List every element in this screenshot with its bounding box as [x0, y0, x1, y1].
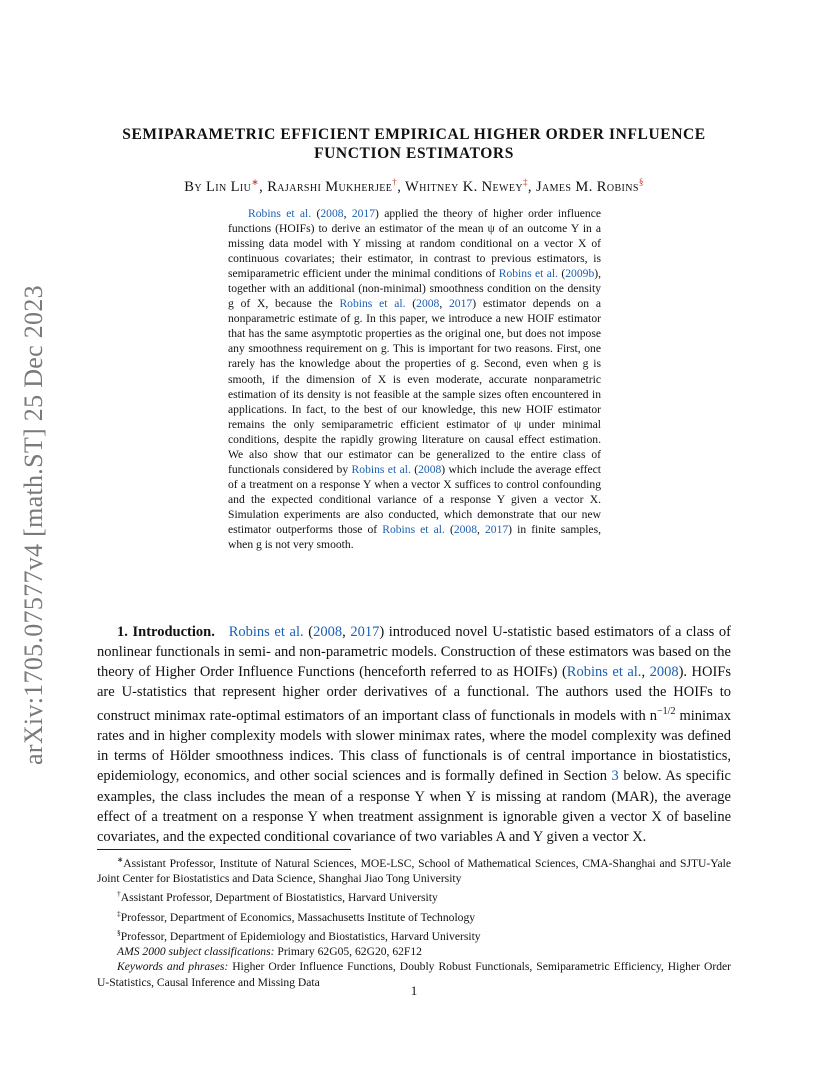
intro-text: ). HOIFs are U-statistics that represent higher order derivatives of a functional. The authors used the HOIFs to construct minimax rate-optimal estimators of an important class of functionals in models with n	[97, 664, 731, 725]
ams-classification	[97, 944, 731, 959]
abstract-text: ), together with an additional (non-minimal) smoothness condition on the density g of X, because the	[228, 267, 601, 311]
abstract-text: (	[405, 297, 417, 311]
citation-link[interactable]: Robins et al.	[339, 297, 406, 311]
citation-link[interactable]: 2008	[416, 297, 440, 311]
arxiv-identifier-stamp	[14, 270, 54, 780]
footnote-divider	[97, 849, 351, 850]
citation-link[interactable]: Robins et al.	[566, 664, 642, 681]
author-3: Whitney K. Newey	[405, 178, 523, 195]
footnote-2-text: Assistant Professor, Department of Biostatistics, Harvard University	[120, 891, 438, 905]
citation-link[interactable]: Robins et al.	[382, 522, 445, 536]
abstract-text: ,	[477, 522, 485, 536]
abstract-text: ) estimator depends on a nonparametric estimate of g. In this paper, we introduce a new HOIF estimator that has the same asymptotic properties as the original one, but does not impose any smoothness requirement on g. This is important for two reasons. First, one rarely has the knowledge about the properties of g. Second, even when g is smooth, if the dimension of X is even moderate, accurate nonparametric estimation of its density is not feasible at the sample sizes often encountered in applications. In fact, to the best of our knowledge, this new HOIF estimator remains the only semiparametric efficient estimator of ψ under minimal conditions, despite the rapidly growing literature on causal effect estimation. We also show that our estimator can be generalized to the entire class of functionals considered by	[228, 297, 602, 476]
keywords-label: Keywords and phrases:	[117, 960, 229, 974]
keywords-text: Higher Order Influence Functions, Doubly Robust Functionals, Semiparametric Efficiency, Higher Order U-Statistics, Causal Inference and Missing Data	[97, 960, 731, 989]
intro-text: minimax rates and in higher complexity models with slower minimax rates, where the model complexity was defined in terms of Hölder smoothness indices. This class of functionals is of central importance in biostatistics, epidemiology, economics, and other social sciences and is formally defined in Section	[97, 708, 731, 785]
footnote-1-text: Assistant Professor, Institute of Natural Sciences, MOE-LSC, School of Mathematical Sciences, CMA-Shanghai and SJTU-Yale Joint Center for Biostatistics and Data Science, Shanghai Jiao Tong University	[97, 856, 731, 886]
author-4-footnote-link[interactable]: §	[638, 177, 644, 187]
citation-link[interactable]: Robins et al.	[351, 462, 411, 476]
intro-text: below. As specific examples, the class includes the mean of a response Y when Y is missing at random (MAR), the average effect of a treatment on a response Y when treatment assignment is ignorable given a vector X of baseline covariates, and the expected conditional covariance of two variables A and Y given a vector X.	[97, 768, 731, 845]
by-label: By	[184, 178, 206, 195]
citation-link[interactable]: Robins et al.	[228, 624, 304, 640]
abstract-text: (	[311, 207, 321, 220]
author-separator: ,	[527, 178, 536, 195]
footnote-3-mark: ‡	[117, 908, 121, 918]
citation-link[interactable]: Robins et al.	[248, 207, 312, 220]
abstract	[228, 206, 601, 552]
abstract-text: (	[444, 522, 454, 536]
citation-link[interactable]: 2017	[350, 624, 380, 640]
author-separator: ,	[397, 178, 405, 195]
ams-label: AMS 2000 subject classifications:	[117, 944, 275, 958]
author-1-footnote-link[interactable]: ∗	[251, 177, 260, 187]
author-2-footnote-link[interactable]: †	[392, 177, 398, 187]
paper-title	[97, 125, 731, 163]
citation-link[interactable]: 2017	[351, 207, 375, 220]
citation-link[interactable]: 2008	[649, 664, 679, 681]
author-2: Rajarshi Mukherjee	[267, 178, 393, 195]
citation-link[interactable]: 2017	[484, 522, 509, 536]
citation-link[interactable]: 2008	[313, 624, 343, 640]
citation-link[interactable]: 2008	[453, 522, 477, 536]
page-number: 1	[410, 983, 418, 998]
intro-text: ) introduced novel U-statistic based estimators of a class of nonlinear functionals in semi- and non-parametric models. Construction of these estimators was based on the theory of Higher Order Influence Functions (henceforth referred to as HOIFs) (	[97, 624, 731, 681]
footnote-1-mark: ∗	[117, 855, 124, 864]
author-1: Lin Liu	[205, 178, 252, 195]
footnote-4-mark: §	[117, 927, 121, 937]
ams-codes: Primary 62G05, 62G20, 62F12	[274, 944, 422, 958]
abstract-text: ,	[343, 207, 352, 220]
footnote-2-mark: †	[117, 889, 121, 899]
footnote-4-text: Professor, Department of Epidemiology and Biostatistics, Harvard University	[120, 929, 481, 943]
footnote-1	[97, 852, 731, 886]
intro-text: ,	[641, 664, 650, 681]
section-reference-link[interactable]: 3	[611, 768, 619, 785]
rate-exponent: −1/2	[657, 706, 676, 718]
author-separator: ,	[259, 178, 268, 195]
title-line-2: FUNCTION ESTIMATORS	[314, 145, 514, 162]
footnote-4	[97, 925, 731, 944]
introduction-section	[97, 622, 731, 847]
arxiv-identifier-text: arXiv:1705.07577v4 [math.ST] 25 Dec 2023	[19, 285, 48, 765]
citation-link[interactable]: 2008	[418, 462, 442, 476]
footnote-2	[97, 886, 731, 905]
abstract-text: ) in finite samples, when g is not very smooth.	[228, 522, 601, 552]
title-line-1: SEMIPARAMETRIC EFFICIENT EMPIRICAL HIGHER ORDER INFLUENCE	[122, 126, 706, 143]
abstract-text: (	[410, 462, 419, 476]
abstract-text: ) applied the theory of higher order influence functions (HOIFs) to derive an estimator of the mean ψ of an outcome Y in a missing data model with Y missing at random conditional on a vector X of continuous covariates; their estimator, in contrast to previous estimators, is semiparametric efficient under the minimal conditions of	[228, 207, 601, 281]
intro-text: (	[303, 624, 314, 640]
footnote-3-text: Professor, Department of Economics, Massachusetts Institute of Technology	[120, 910, 476, 924]
citation-link[interactable]: 2017	[449, 297, 473, 311]
section-heading: 1. Introduction.	[117, 624, 215, 640]
author-3-footnote-link[interactable]: ‡	[523, 177, 528, 187]
abstract-text: (	[558, 267, 566, 281]
footnotes	[97, 852, 731, 990]
abstract-text: ,	[439, 297, 449, 311]
author-4: James M. Robins	[535, 178, 639, 195]
footnote-3	[97, 906, 731, 925]
author-list	[97, 177, 731, 196]
intro-text: ,	[342, 624, 351, 640]
citation-link[interactable]: Robins et al.	[498, 267, 558, 281]
citation-link[interactable]: 2008	[320, 207, 344, 220]
abstract-text: ) which include the average effect of a treatment on a response Y when a vector X suffices to control confounding and the expected conditional variance of a response Y given a vector X. Simulation experiments are also conducted, which demonstrate that our new estimator outperforms those of	[228, 462, 601, 536]
citation-link[interactable]: 2009b	[565, 267, 595, 281]
